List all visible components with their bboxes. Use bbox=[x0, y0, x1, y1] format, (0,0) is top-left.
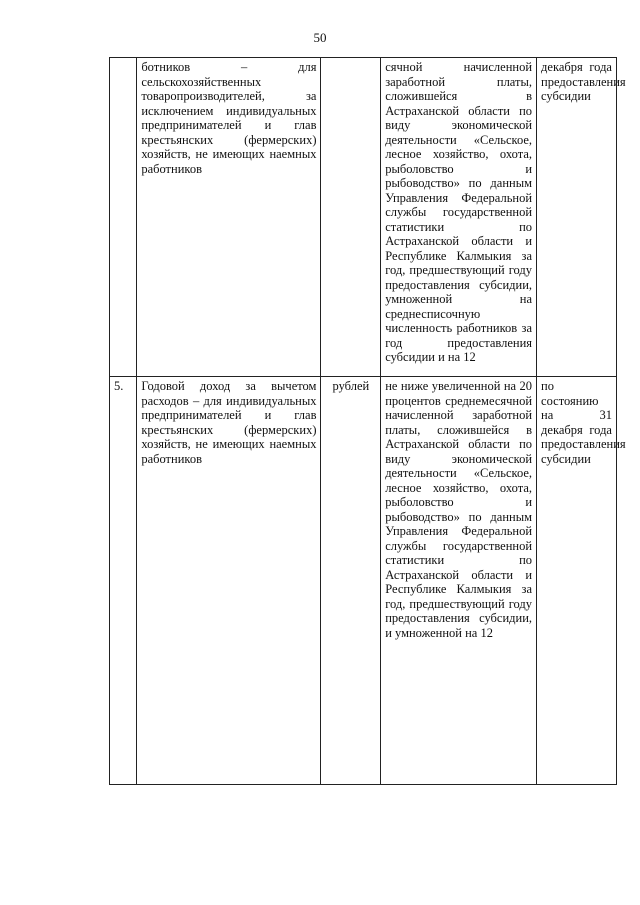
unit-cell bbox=[321, 58, 381, 377]
indicator-value-cell: не ниже увеличенной на 20 процентов среднемесячной начисленной заработной платы, сложившейся в Астраханской области по виду экономической деятельности «Сельское, лесное хозяйство, охота, рыболовство и рыбоводство» по данным Управления Федеральной службы государственной статистики по Астраханской области и Республике Калмыкия за год, предшествующий году предоставления субсидии, и умноженной на 12 bbox=[381, 377, 537, 785]
date-cell: декабря года предоставления субсидии bbox=[537, 58, 617, 377]
table-row bbox=[110, 58, 617, 377]
row-number-cell: 5. bbox=[110, 377, 137, 785]
date-cell: по состоянию на 31 декабря года предоставления субсидии bbox=[537, 377, 617, 785]
indicator-value-cell: сячной начисленной заработной платы, сложившейся в Астраханской области по виду экономической деятельности «Сельское, лесное хозяйство, охота, рыболовство и рыбоводство» по данным Управления Федеральной службы государственной статистики по Астраханской области и Республике Калмыкия за год, предшествующий году предоставления субсидии, умноженной на среднесписочную численность работников за год предоставления субсидии и на 12 bbox=[381, 58, 537, 377]
indicator-description-cell: Годовой доход за вычетом расходов – для индивидуальных предпринимателей и глав крестьянских (фермерских) хозяйств, не имеющих наемных работников bbox=[137, 377, 321, 785]
page-number: 50 bbox=[313, 30, 327, 45]
row-number-cell bbox=[110, 58, 137, 377]
table-row bbox=[110, 377, 617, 785]
indicator-description-cell: ботников – для сельскохозяйственных товаропроизводителей, за исключением индивидуальных предпринимателей и глав крестьянских (фермерских) хозяйств, не имеющих наемных работников bbox=[137, 58, 321, 377]
indicator-table bbox=[109, 57, 626, 785]
unit-cell: рублей bbox=[321, 377, 381, 785]
